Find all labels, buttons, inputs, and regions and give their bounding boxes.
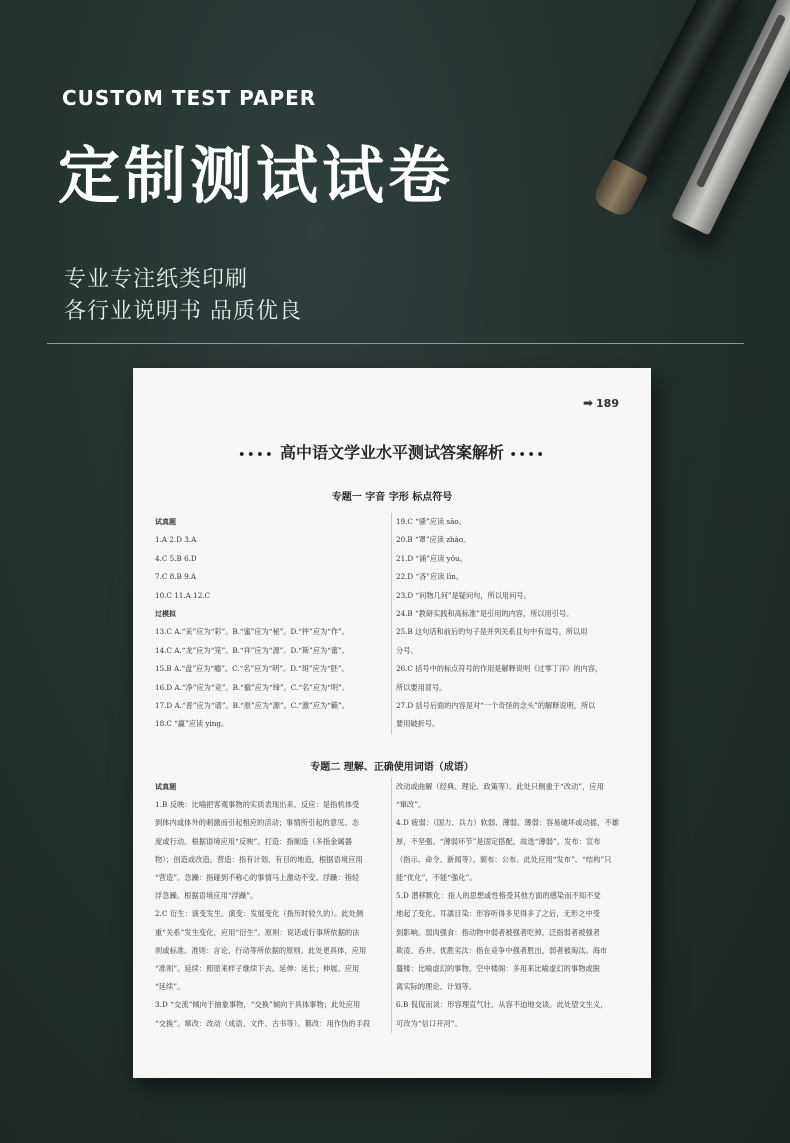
answer-line: 到影响。弱肉强食：指动物中弱者被强者吃掉，泛指弱者被强者 xyxy=(396,927,601,937)
answer-line: 25.B 这句话和前后的句子是并列关系且句中有逗号，所以用 xyxy=(396,627,588,637)
answer-line: 19.C “骚”应读 sāo。 xyxy=(396,517,466,526)
answer-line: 分号。 xyxy=(396,645,418,655)
test-paper xyxy=(133,368,651,1078)
paper-title xyxy=(133,440,651,463)
answer-line: 16.D A.“净”应为“竞”。B.“撤”应为“缔”。C.“名”应为“明”。 xyxy=(155,682,349,692)
answer-line: 所以要用冒号。 xyxy=(396,682,447,692)
answer-line: “交换”。窜改：改动（成语、文件、古书等）。篡改：用作伪的手段 xyxy=(155,1018,371,1028)
section-2-left-column xyxy=(155,778,387,1033)
answer-line: 17.D A.“普”应为“谱”。B.“原”应为“源”。C.“激”应为“籁”。 xyxy=(155,701,349,711)
subsection-heading: 试真题 xyxy=(155,518,176,526)
section-1-left-column xyxy=(155,513,387,734)
answer-line: 1.A 2.D 3.A xyxy=(155,535,197,545)
answer-line: 能“优化”，不能“强化”。 xyxy=(396,873,477,883)
answer-line: “窜改”。 xyxy=(396,800,426,810)
answer-line: 地起了变化。耳濡目染：形容听得多见得多了之后，无形之中受 xyxy=(396,909,601,919)
arrow-right-icon: ➡ xyxy=(582,396,594,410)
banner-title: 定制测试试卷 xyxy=(58,139,455,212)
title-dots-left: •••• xyxy=(238,448,275,461)
answer-line: 则或标准。准则：言论、行动等所依据的原则。此处更具体，应用 xyxy=(155,945,367,955)
answer-line: 13.C A.“采”应为“彩”。B.“蜜”应为“秘”。D.“抨”应为“作”。 xyxy=(155,627,349,637)
pen-tip xyxy=(591,158,649,219)
banner-tagline-1: 专业专注纸类印刷 xyxy=(64,267,249,292)
answer-line: 欺凌、吞并。优胜劣汰：指在竞争中强者胜出，弱者被淘汰。海市 xyxy=(396,945,608,955)
answer-line: 22.D “吝”应读 lìn。 xyxy=(396,572,464,582)
section-2-title: 专题二 理解、正确使用词语（成语） xyxy=(310,762,474,773)
answer-line: “营造”。急躁：指碰到不称心的事情马上激动不安。浮躁：指轻 xyxy=(155,873,360,883)
answer-line: 27.D 括号后面的内容是对“一个奇怪的念头”的解释说明，所以 xyxy=(396,701,596,711)
answer-line: 20.B “罩”应读 zhào。 xyxy=(396,535,471,545)
answer-line: 21.D “涌”应读 yǒu。 xyxy=(396,553,467,563)
subsection-heading: 试真题 xyxy=(155,783,177,791)
answer-line: 5.D 潜移默化：指人的思想或性格受其他方面的感染而不知不觉 xyxy=(396,891,601,901)
page-number-value: 189 xyxy=(596,397,619,410)
answer-line: 7.C 8.B 9.A xyxy=(155,572,197,582)
answer-line: 26.C 括号中的标点符号的作用是解释说明《过零丁洋》的内容， xyxy=(396,664,603,674)
answer-line: 4.D 疲弱：（国力、兵力）软弱、薄弱。薄弱：容易破坏或动摇，不雄 xyxy=(396,818,620,828)
answer-line: 18.C “赢”应读 ying。 xyxy=(155,719,229,729)
banner-eyebrow: CUSTOM TEST PAPER xyxy=(62,86,317,110)
answer-line: 改动或曲解（经典、理论、政策等）。此处只侧重于“改动”，应用 xyxy=(396,782,605,791)
answer-line: 要用破折号。 xyxy=(396,719,440,729)
answer-line: 1.B 反映：比喻把客观事物的实质表现出来。反应：是指机体受 xyxy=(155,800,360,810)
answer-line: 物）；创造或改造。营造：指有计划、有目的地造，根据语境应用 xyxy=(155,854,363,864)
answer-line: 10.C 11.A 12.C xyxy=(155,590,211,600)
section-1-right-column xyxy=(391,513,631,734)
answer-line: 4.C 5.B 6.D xyxy=(155,553,197,563)
answer-line: 2.C 衍生：演变发生。演变：发展变化（指历时较久的）。此处侧 xyxy=(155,909,364,919)
title-dots-right: •••• xyxy=(509,448,546,461)
answer-line: “准则”。延续：照原来样子继续下去。延伸：延长；伸展。应用 xyxy=(155,964,360,974)
divider-line xyxy=(47,343,744,344)
section-2-right-column xyxy=(391,778,631,1033)
answer-line: 厚，不坚强。“薄弱环节”是固定搭配，故选“薄弱”。发布：宣布 xyxy=(396,836,601,846)
answer-line: 14.C A.“龙”应为“笼”。B.“祥”应为“源”。D.“斯”应为“蕾”。 xyxy=(155,645,349,655)
answer-line: 蜃楼：比喻虚幻的事物。空中楼阁：多用来比喻虚幻的事物或脱 xyxy=(396,964,601,974)
answer-line: 23.D “问物几何”是疑问句，所以用问号。 xyxy=(396,590,531,600)
answer-line: 可改为“信口开河”。 xyxy=(396,1018,462,1028)
page-number xyxy=(583,396,619,410)
answer-line: 重“关系”发生变化，应用“衍生”。原则：说话或行事所依据的法 xyxy=(155,927,360,937)
answer-line: 离实际的理论、计划等。 xyxy=(396,982,477,992)
answer-line: 度或行动。根据语境应用“反映”。打造：指制造（多指金属器 xyxy=(155,836,353,846)
banner-tagline-2: 各行业说明书 品质优良 xyxy=(64,299,302,324)
answer-line: 浮急躁。根据语境应用“浮躁”。 xyxy=(155,891,258,901)
answer-line: 15.B A.“盘”应为“瘾”。C.“名”应为“明”。D.“斑”应为“胚”。 xyxy=(155,664,349,674)
subsection-heading: 过模拟 xyxy=(155,610,176,619)
answer-line: “延续”。 xyxy=(155,982,185,992)
answer-line: 3.D “交流”倾向于抽象事物，“交换”倾向于具体事物；此处应用 xyxy=(155,1000,361,1010)
section-1-title: 专题一 字音 字形 标点符号 xyxy=(331,492,453,503)
answer-line: 到体内或体外的刺激而引起相应的活动；事情所引起的意见、态 xyxy=(155,818,360,828)
answer-line: 6.B 侃侃而谈：形容理直气壮、从容不迫地交谈。此处望文生义， xyxy=(396,1000,608,1010)
answer-line: （指示、命令、新闻等）。颁布：公布。此处应用“发布”。“结构”只 xyxy=(396,854,612,864)
paper-title-text: 高中语文学业水平测试答案解析 xyxy=(279,443,504,462)
answer-line: 24.B “教研实践和高标准”是引用的内容，所以用引号。 xyxy=(396,609,574,619)
